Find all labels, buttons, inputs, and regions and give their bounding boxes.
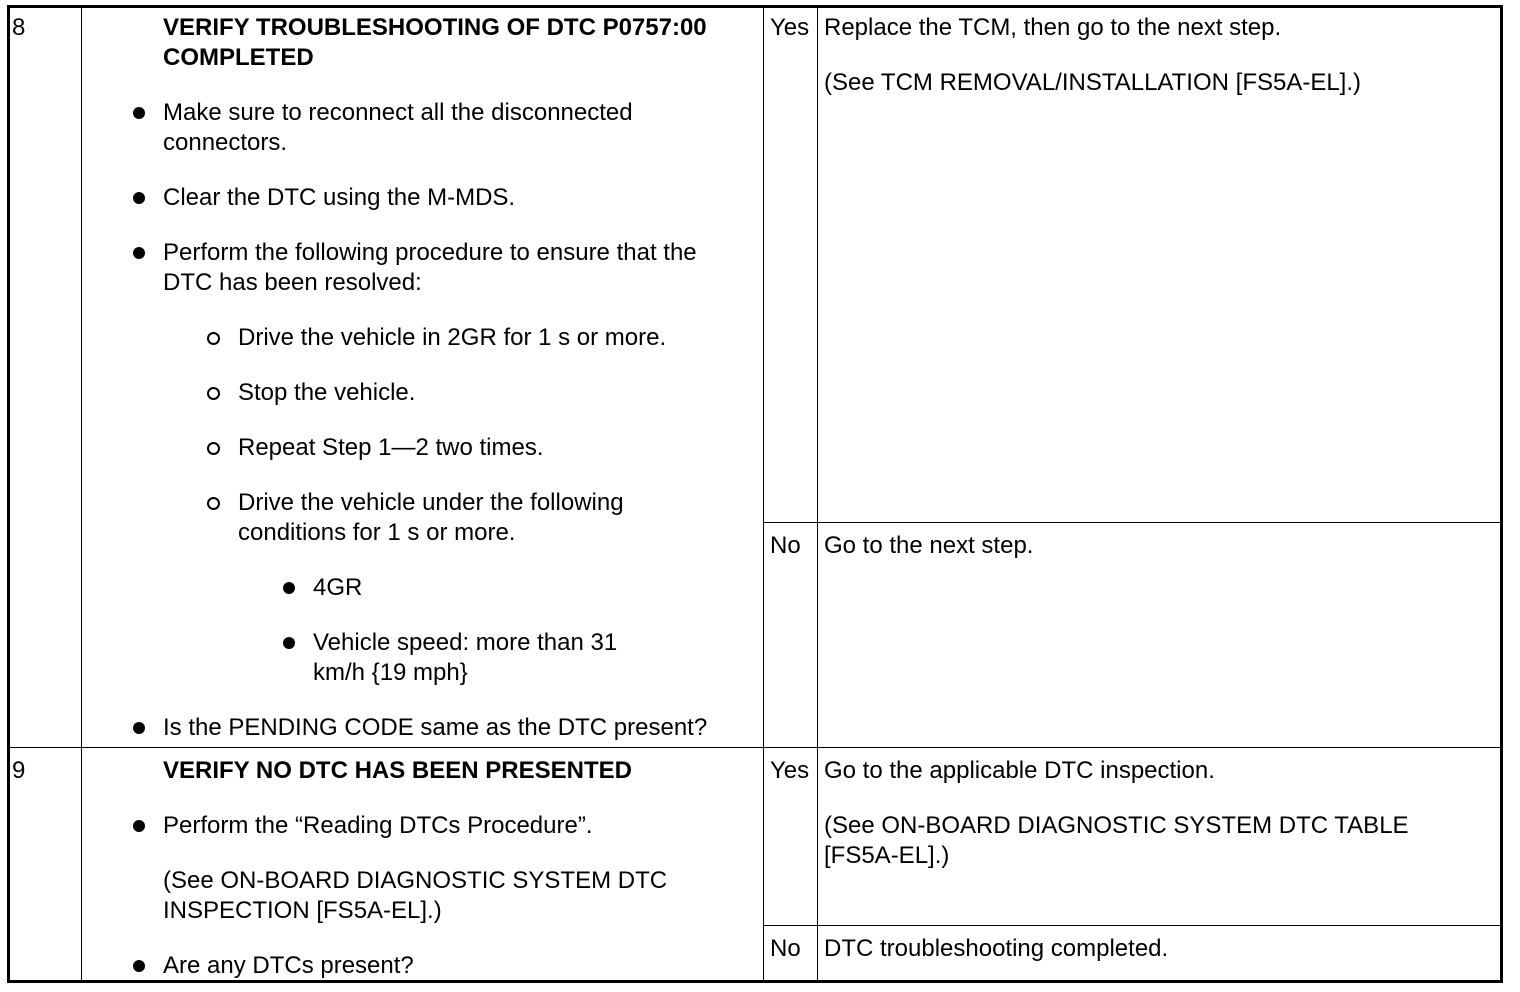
bullet-icon	[133, 107, 145, 119]
bullet-icon	[133, 192, 145, 204]
sub-bullet-icon	[207, 442, 220, 455]
step-8-substep-drive-conditions-cont: conditions for 1 s or more.	[238, 519, 516, 546]
step-8-instruction-reconnect-cont: connectors.	[163, 129, 288, 156]
step-8-no-label: No	[770, 532, 801, 559]
bullet-icon	[133, 820, 145, 832]
step-8-instruction-reconnect: Make sure to reconnect all the disconnected	[163, 99, 633, 126]
step-8-substep-repeat: Repeat Step 1—2 two times.	[238, 434, 544, 461]
column-divider-step	[81, 5, 82, 983]
step-8-no-action: Go to the next step.	[824, 532, 1034, 559]
bullet-icon	[133, 960, 145, 972]
step-9-reference: (See ON-BOARD DIAGNOSTIC SYSTEM DTC	[163, 867, 668, 894]
step-8-condition-gear: 4GR	[313, 574, 363, 601]
step-8-instruction-procedure-cont: DTC has been resolved:	[163, 269, 422, 296]
step-8-title: VERIFY TROUBLESHOOTING OF DTC P0757:00	[163, 14, 707, 41]
step-8-question: Is the PENDING CODE same as the DTC present?	[163, 714, 708, 741]
row-divider-step8-yes-no	[763, 522, 1503, 523]
step-9-title: VERIFY NO DTC HAS BEEN PRESENTED	[163, 757, 632, 784]
step-8-substep-drive-conditions: Drive the vehicle under the following	[238, 489, 624, 516]
step-8-yes-action: Replace the TCM, then go to the next step.	[824, 14, 1282, 41]
step-9-no-label: No	[770, 935, 801, 962]
step-9-reference-cont: INSPECTION [FS5A-EL].)	[163, 897, 442, 924]
step-8-substep-drive-2gr: Drive the vehicle in 2GR for 1 s or more.	[238, 324, 667, 351]
sub-bullet-icon	[207, 497, 220, 510]
step-8-instruction-clear-dtc: Clear the DTC using the M-MDS.	[163, 184, 516, 211]
step-9-number: 9	[12, 757, 26, 784]
bullet-icon	[283, 582, 295, 594]
row-divider-step8-step9	[7, 747, 1503, 748]
bullet-icon	[283, 637, 295, 649]
sub-bullet-icon	[207, 332, 220, 345]
column-divider-procedure	[763, 5, 764, 983]
step-9-instruction-read-dtcs: Perform the “Reading DTCs Procedure”.	[163, 812, 593, 839]
step-9-yes-label: Yes	[770, 757, 810, 784]
sub-bullet-icon	[207, 387, 220, 400]
step-8-yes-label: Yes	[770, 14, 810, 41]
step-8-substep-stop: Stop the vehicle.	[238, 379, 416, 406]
step-8-title-cont: COMPLETED	[163, 44, 314, 71]
step-8-instruction-procedure: Perform the following procedure to ensure that the	[163, 239, 697, 266]
step-9-yes-action: Go to the applicable DTC inspection.	[824, 757, 1215, 784]
row-divider-step9-yes-no	[763, 925, 1503, 926]
column-divider-answer	[817, 5, 818, 983]
bullet-icon	[133, 247, 145, 259]
step-8-condition-speed: Vehicle speed: more than 31	[313, 629, 618, 656]
bullet-icon	[133, 722, 145, 734]
step-9-yes-reference-cont: [FS5A-EL].)	[824, 842, 950, 869]
step-8-yes-reference: (See TCM REMOVAL/INSTALLATION [FS5A-EL].)	[824, 69, 1362, 96]
step-9-question: Are any DTCs present?	[163, 952, 414, 979]
step-9-no-action: DTC troubleshooting completed.	[824, 935, 1169, 962]
step-8-condition-speed-cont: km/h {19 mph}	[313, 659, 468, 686]
step-8-number: 8	[12, 14, 26, 41]
step-9-yes-reference: (See ON-BOARD DIAGNOSTIC SYSTEM DTC TABLE	[824, 812, 1409, 839]
